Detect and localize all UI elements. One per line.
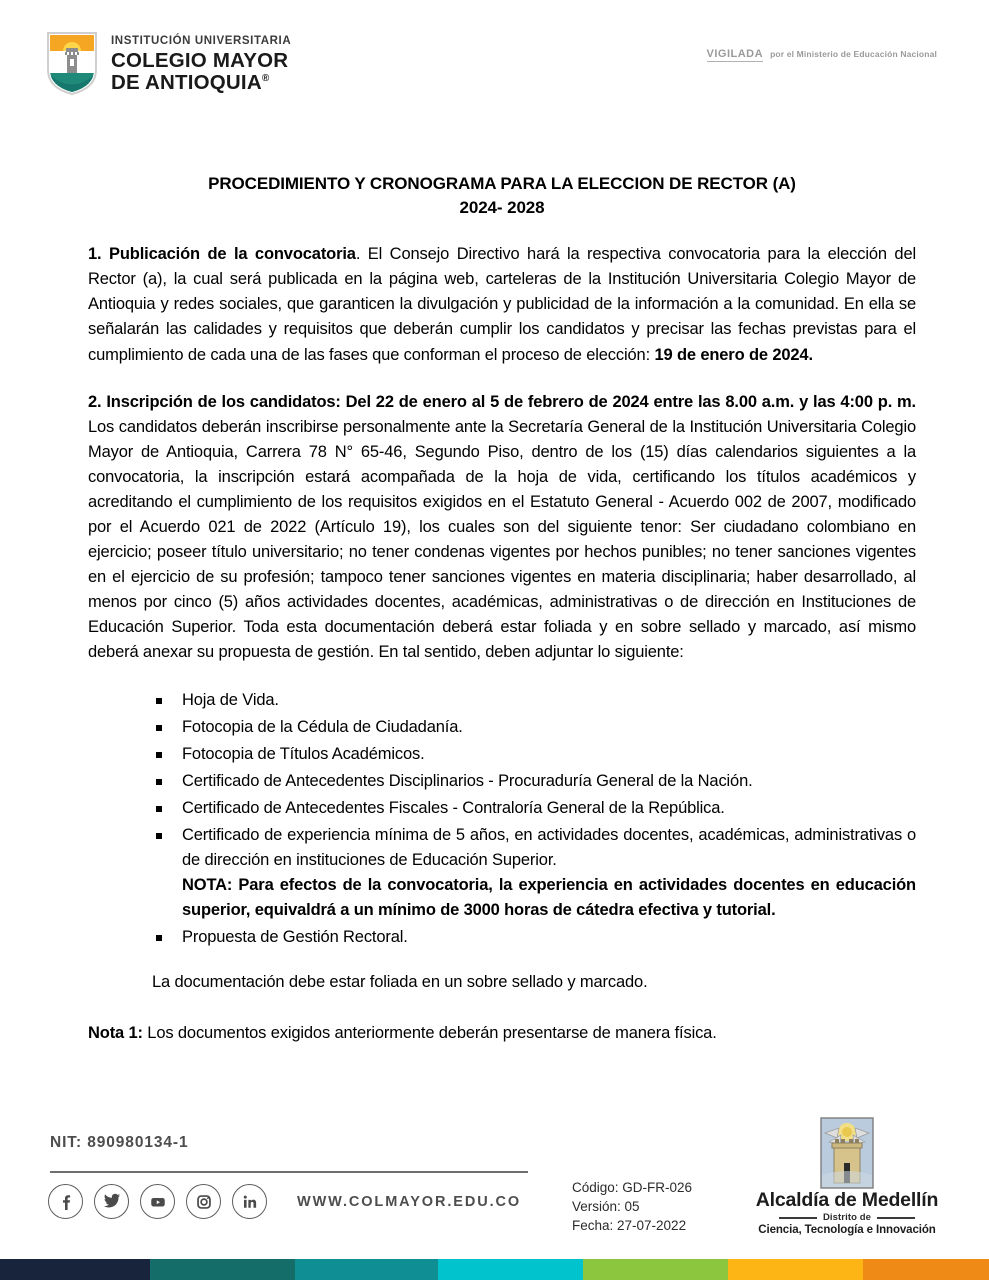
color-band-5: [583, 1259, 728, 1280]
list-item-text: Propuesta de Gestión Rectoral.: [182, 928, 408, 947]
color-band-2: [150, 1259, 295, 1280]
alcaldia-name: Alcaldía de Medellín: [755, 1189, 939, 1211]
medellin-crest-icon: [819, 1117, 875, 1189]
alcaldia-subtitle: [739, 1212, 955, 1223]
color-band-3: [295, 1259, 438, 1280]
section-2-body: Los candidatos deberán inscribirse personalmente ante la Secretaría General de la Institución Universitaria Colegio Mayor de Antioquia, Carrera 78 N° 65-46, Segundo Piso, dentro de los (15) días calendarios siguientes a la convocatoria, la inscripción estará acompañada de la hoja de vida, certificando los títulos académicos y acreditando el cumplimiento de los requisitos exigidos en el Estatuto General - Acuerdo 002 de 2007, modificado por el Acuerdo 021 de 2022 (Artículo 19), los cuales son del siguiente tenor: Ser ciudadano colombiano en ejercicio; poseer título universitario; no tener condenas vigentes por hechos punibles; no tener sanciones vigentes en el ejercicio de su profesión; tampoco tener sanciones vigentes en materia disciplinaria; haber desarrollado, al menos por cinco (5) años actividades docentes, académicas, administrativas o de dirección en Instituciones de Educación Superior. Toda esta documentación deberá estar foliada y en sobre sellado y marcado, así mismo deberá anexar su propuesta de gestión. En tal sentido, deben adjuntar lo siguiente:: [88, 417, 916, 662]
list-item-text: Certificado de Antecedentes Disciplinarios - Procuraduría General de la Nación.: [182, 771, 753, 790]
institution-line3-text: DE ANTIOQUIA: [111, 71, 262, 95]
color-band-1: [0, 1259, 150, 1280]
note-1-paragraph: [88, 1021, 916, 1046]
section-1-body: . El Consejo Directivo hará la respectiva convocatoria para la elección del Rector (a), la cual será publicada en la página web, carteleras de la Institución Universitaria Colegio Mayor de Antioquia y redes sociales, que garanticen la divulgación y publicidad de la información a la comunidad. En ella se señalarán las calidades y requisitos que deberán cumplir los candidatos y precisar las fechas previstas para el cumplimiento de cada una de las fases que conforman el proceso de elección:: [88, 245, 916, 364]
list-item-text: Certificado de Antecedentes Fiscales - Contraloría General de la República.: [182, 798, 725, 817]
list-item: [182, 688, 916, 713]
list-item: [182, 796, 916, 821]
social-links: [48, 1184, 267, 1219]
alcaldia-distrito-label: Distrito de: [822, 1212, 872, 1224]
page-title-line2: 2024- 2028: [459, 198, 545, 218]
document-codigo: Código: GD-FR-026: [572, 1180, 693, 1195]
shield-crest-icon: [44, 30, 100, 96]
color-band-6: [728, 1259, 863, 1280]
list-item-text: Hoja de Vida.: [182, 690, 279, 709]
section-1-date: 19 de enero de 2024.: [654, 345, 813, 364]
page-title-line1: PROCEDIMIENTO Y CRONOGRAMA PARA LA ELECCION DE RECTOR (A): [208, 174, 796, 193]
institution-brand: [44, 30, 291, 96]
facebook-icon[interactable]: [48, 1184, 83, 1219]
youtube-icon[interactable]: [140, 1184, 175, 1219]
vigilada-label: VIGILADA: [706, 48, 764, 60]
page-footer: [0, 1120, 989, 1280]
list-item: [182, 769, 916, 794]
page-title: [88, 172, 916, 220]
list-item: [182, 715, 916, 740]
page-header: [0, 0, 989, 120]
section-1-heading: 1. Publicación de la convocatoria: [88, 245, 356, 264]
vigilada-ministry-text: por el Ministerio de Educación Nacional: [770, 49, 937, 59]
document-body: [88, 172, 916, 1063]
list-item: [182, 742, 916, 767]
twitter-icon[interactable]: [94, 1184, 129, 1219]
section-1-paragraph: [88, 242, 916, 367]
section-2-heading: 2. Inscripción de los candidatos: Del 22 de enero al 5 de febrero de 2024 entre las 8.00 a.m. y las 4:00 p. m.: [88, 392, 916, 411]
color-band-7: [863, 1259, 989, 1280]
alcaldia-medellin-logo: [739, 1117, 955, 1236]
footer-color-bar: [0, 1259, 989, 1280]
institution-line2: COLEGIO MAYOR: [111, 49, 289, 73]
nit-number: NIT: 890980134-1: [50, 1134, 189, 1151]
list-item: [182, 925, 916, 950]
list-item-text: Fotocopia de la Cédula de Ciudadanía.: [182, 717, 463, 736]
linkedin-icon[interactable]: [232, 1184, 267, 1219]
list-item: [182, 823, 916, 923]
institution-line3: [111, 72, 291, 94]
alcaldia-tagline: Ciencia, Tecnología e Innovación: [758, 1224, 936, 1237]
list-item-text: Fotocopia de Títulos Académicos.: [182, 744, 425, 763]
alcaldia-rule-left: [779, 1217, 817, 1219]
footer-divider: [50, 1171, 528, 1173]
instagram-icon[interactable]: [186, 1184, 221, 1219]
list-item-note: NOTA: Para efectos de la convocatoria, la experiencia en actividades docentes en educación superior, equivaldrá a un mínimo de 3000 horas de cátedra efectiva y tutorial.: [182, 876, 916, 920]
note-1-text: Los documentos exigidos anteriormente deberán presentarse de manera física.: [142, 1024, 717, 1043]
document-fecha: Fecha: 27-07-2022: [572, 1218, 687, 1234]
document-code-block: [572, 1178, 692, 1235]
vigilada-notice: [707, 48, 937, 62]
document-version: Versión: 05: [572, 1199, 640, 1215]
section-2-paragraph: [88, 390, 916, 666]
closing-paragraph: La documentación debe estar foliada en un sobre sellado y marcado.: [152, 973, 648, 992]
institution-line1: INSTITUCIÓN UNIVERSITARIA: [111, 34, 292, 47]
list-item-text: Certificado de experiencia mínima de 5 años, en actividades docentes, académicas, administrativas o de dirección en instituciones de Educación Superior.: [182, 825, 916, 869]
registered-mark: ®: [261, 73, 270, 85]
requirements-list: [88, 688, 916, 951]
alcaldia-rule-right: [877, 1217, 915, 1219]
website-url[interactable]: WWW.COLMAYOR.EDU.CO: [297, 1194, 522, 1210]
institution-wordmark: [111, 32, 291, 95]
note-1-label: Nota 1:: [88, 1024, 143, 1043]
color-band-4: [438, 1259, 583, 1280]
